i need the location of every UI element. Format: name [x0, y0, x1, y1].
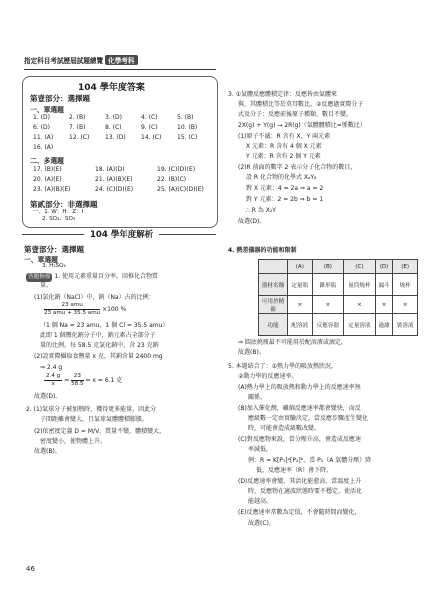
fraction — [44, 373, 62, 388]
running-header — [24, 55, 138, 65]
answer-item: 19. (C)(D)(E) — [157, 166, 196, 173]
expl-line: Y 元素：R 含有 2 個 Y 元素 — [246, 153, 321, 160]
answer-item: 14. (C) — [141, 134, 162, 141]
fraction-denominator: 58.5 — [71, 381, 84, 387]
fraction-denominator: x — [51, 381, 55, 387]
expl-line: X 元素：R 含有 4 個 X 元素 — [246, 143, 322, 150]
expl-line: 3. ①氣體反應體積定律：反應皆由氣體來 — [228, 91, 338, 98]
table-cell: × — [288, 296, 313, 314]
answer-item: 22. (B)(C) — [157, 176, 187, 183]
expl-line: 式及分子：反應前後原子種類、數目不變。 — [238, 111, 353, 118]
expl-line: (2)依密度定義 D = M/V，質量不變，體積變大， — [34, 428, 166, 435]
answer-item: 24. (C)(D)(E) — [95, 186, 134, 193]
expl-line: 低，反應速率（R）會下降。 — [256, 467, 333, 474]
expl-line: 2X(g) + Y(g) → 2R(g)（氣體體積比=係數比） — [238, 122, 366, 129]
answers-single-heading: 一、單選題 — [30, 106, 64, 114]
expl-line: 應級數一定由實驗決定，當反應步驟產生變化 — [248, 415, 369, 422]
table-header-cell: (A) — [288, 260, 313, 274]
expl-line: (2)設實際攝取食鹽量 x 克，其鈉含量 2400 mg — [34, 353, 163, 360]
expl-line: 時，可能會造成級數改變。 — [248, 425, 321, 432]
answer-box-title: 104 學年度答案 — [78, 83, 145, 93]
answer-item: 2. (B) — [69, 114, 86, 121]
answer-item: 3. (D) — [105, 114, 122, 121]
header-rule — [24, 69, 216, 70]
table-header-cell: (C) — [344, 260, 376, 274]
table-cell: 定量溶液 — [344, 314, 376, 336]
expl-line: 與，其體積比等於莫耳數比。②反應過實際分子 — [238, 101, 364, 108]
expl-line: 量的比例，每 58.5 克氯化鈉中，含 23 克鈉 — [40, 342, 159, 349]
page-number: 46 — [26, 565, 35, 573]
expl-line: 對 Y 元素：2 = 2b ⇒ b = 1 — [246, 196, 324, 203]
expl-line: 1. 使用元素重量百分率，回推化合物質 — [54, 273, 159, 280]
expl-line: = x = 6.1 克 — [85, 377, 123, 384]
answer-item: 5. (B) — [177, 114, 194, 121]
expl-line: 率減低。 — [248, 446, 273, 453]
table-cell: 定量瓶 — [288, 274, 313, 296]
table-cell: 配溶液 — [288, 314, 313, 336]
answers-multi-heading: 二、多選題 — [30, 157, 64, 165]
fraction-denominator: 23 amu + 35.5 amu — [44, 310, 101, 316]
explanation-title: 104 學年度解析 — [84, 228, 159, 240]
expl-line: ⇒ 圓底燒瓶最不可能用於配溶液或滴定， — [238, 339, 347, 346]
fraction-numerator: 23 amu — [44, 302, 100, 310]
subject-tag: 化學考科 — [105, 55, 137, 65]
answers-part1-heading: 第壹部分：選擇題 — [30, 94, 90, 103]
table-cell: 過濾 — [375, 314, 393, 336]
table-cell: × — [312, 296, 344, 314]
expl-line: 對 X 元素：4 = 2a ⇒ a = 2 — [246, 185, 324, 192]
expl-line: (1)原子不滅：R 含有 X、Y 兩元素 — [238, 133, 331, 140]
table-cell: 可用於精確 — [259, 296, 288, 314]
expl-line: 子間距離會變大，且氣球氣體體積膨脹。 — [40, 416, 149, 423]
answer-item: 10. (B) — [177, 124, 198, 131]
hint-badge: 答題指導 — [28, 274, 51, 280]
expl-line: 故選(B)。 — [238, 349, 265, 356]
table-header-cell: (E) — [393, 260, 418, 274]
expl-line: 能越高。 — [248, 498, 273, 505]
expl-line: 密度變小，使物體上升。 — [40, 438, 107, 445]
expl-line: (A)熱力學上的吸放熱和動力學上的反應速率無 — [238, 384, 361, 391]
table-cell: × — [344, 296, 376, 314]
expl-line: 時，反應物在適波狀態時要不穩定，使活化 — [248, 488, 363, 495]
table-cell: 錐形瓶 — [312, 274, 344, 296]
answer-item: 16. (A) — [33, 144, 54, 151]
answer-item: 23. (A)(B)(E) — [33, 186, 71, 193]
table-header-cell: (B) — [312, 260, 344, 274]
fraction — [44, 302, 100, 317]
answer-item: 21. (A)(B)(E) — [95, 176, 133, 183]
explanation-single-heading: 一、單選題 — [24, 256, 58, 264]
fraction-numerator: 2.4 g — [46, 373, 61, 379]
table-cell: 漏斗 — [375, 274, 393, 296]
expl-line: (C)對反應物來說，當分壓升高，會造成反應速 — [238, 436, 361, 443]
table-cell: 裝溶液 — [393, 314, 418, 336]
instrument-table — [258, 259, 418, 336]
expl-line: (1)氯化鈉（NaCl）中，鈉（Na）占的比例： — [34, 294, 155, 301]
expl-line: 此即 1 個鹽化鈉分子中，鈉元素占全部分子 — [40, 332, 156, 339]
expl-line: (2)R 前面的數字 2 表示分子化合物的數目， — [238, 164, 357, 171]
answer-item: 8. (C) — [105, 124, 122, 131]
expl-line: (B)加入催化劑，雖個反應速率都會變快，而反 — [238, 405, 361, 412]
expl-line: 5. 本題結合了：①熱力學的吸放熱狀況， — [228, 363, 338, 370]
table-cell: × — [375, 296, 393, 314]
expl-line: ∴ R 為 X₂Y — [246, 207, 276, 214]
expl-line: 故選(D)。 — [34, 393, 62, 400]
expl-line: （1 個 Na = 23 amu，1 個 Cl = 35.5 amu） — [40, 322, 169, 329]
table-row — [259, 274, 418, 296]
answer-item: 12. (C) — [69, 134, 90, 141]
table-cell: 燒杯 — [393, 274, 418, 296]
table-header-cell — [259, 260, 288, 274]
expl-line: 故選(D)。 — [238, 218, 266, 225]
expl-line: 例：R = K[P₁]ᵃ[P₂]ᵇ，當 P₁（A 氣體分壓）降 — [248, 457, 372, 464]
answer-item: 4. (C) — [141, 114, 158, 121]
expl-line: 故選(B)。 — [34, 448, 61, 455]
answer-item: 11. (A) — [33, 134, 54, 141]
expl-line: ×100 % — [102, 306, 127, 313]
expl-line: ⇒ 2.4 g — [40, 364, 63, 371]
fraction-numerator: 23 — [71, 373, 83, 381]
answer-item: 18. (A)(D) — [95, 166, 125, 173]
expl-line: 設 R 化合物的化學式 XₐYᵦ — [246, 174, 317, 181]
answer-line: 2. SO₂、SO₃ — [42, 216, 76, 222]
answer-line: 3. H₂SO₄ — [42, 263, 66, 269]
answer-item: 20. (A)(E) — [33, 176, 62, 183]
table-cell: 量筒燒杯 — [344, 274, 376, 296]
explanation-part1-heading: 第壹部分：選擇題 — [24, 245, 84, 254]
fraction — [71, 373, 83, 388]
expl-line: 量。 — [40, 282, 53, 289]
answer-item: 1. (D) — [33, 114, 50, 121]
answer-item: 17. (B)(E) — [33, 166, 62, 173]
expl-line: 關係。 — [248, 394, 267, 401]
answer-item: 15. (C) — [177, 134, 198, 141]
answer-item: 6. (D) — [33, 124, 50, 131]
answer-item: 13. (D) — [105, 134, 126, 141]
expl-line: (E)反應速率常數為定值，不會隨時間而變化， — [238, 509, 361, 516]
expl-line: ②動力學的反應速率。 — [238, 373, 298, 380]
table-cell: × — [393, 296, 418, 314]
expl-line: (D)反應速率會變，其活化能愈高，當溫度上升 — [238, 478, 362, 485]
expl-line: 故選(C)。 — [248, 520, 275, 527]
answer-line: 一、1. W：H：Z：I — [33, 209, 84, 215]
table-cell: 功能 — [259, 314, 288, 336]
table-row — [259, 296, 418, 314]
answer-item: 25. (A)(C)(D)(E) — [157, 186, 204, 193]
answer-item: 9. (C) — [141, 124, 158, 131]
table-cell: 器材名稱 — [259, 274, 288, 296]
q4-heading: 4. 熱差儀器的功能和限制 — [228, 247, 297, 254]
expl-line: 2. (1)氣球分子被加熱時，獲得更多能量，因此分 — [26, 406, 157, 413]
answers-part2-heading: 第貳部分：非選擇題 — [30, 200, 98, 209]
table-cell: 反應容器 — [312, 314, 344, 336]
answer-item: 7. (B) — [69, 124, 86, 131]
header-title: 指定科目考試歷屆試題總覽 — [24, 57, 104, 65]
table-header-cell: (D) — [375, 260, 393, 274]
explanation-title-band — [22, 228, 216, 240]
table-row — [259, 314, 418, 336]
